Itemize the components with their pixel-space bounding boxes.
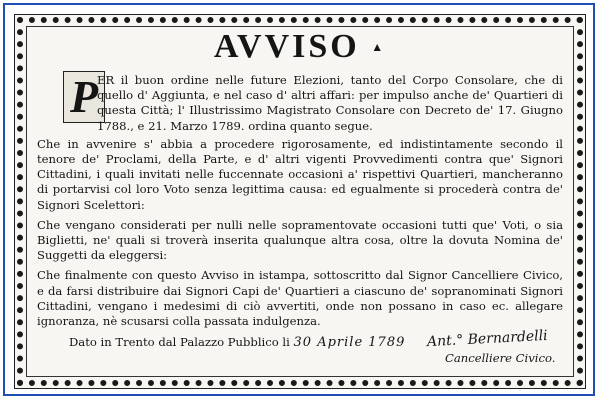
signatory-role: Cancelliere Civico. [445,351,556,365]
paragraph-1: ER il buon ordine nelle future Elezioni, tanto del Corpo Consolare, che di quello d' Aggiunta, e nel caso d' altri affari: per impulso anche de' Quartieri di questa Città; l' Illustrissimo Magistrato Consolare con Decreto de' 17. Giugno 1788., e 21. Marzo 1789. ordina quanto segue. [97,73,563,133]
date-prefix: Dato in Trento dal Palazzo Pubblico li [69,335,290,350]
handwritten-signature: Ant.° Bernardelli [426,327,548,351]
paragraph-4: Che finalmente con questo Avviso in istampa, sottoscritto dal Signor Cancelliere Civico, e da farsi distribuire dai Signori Capi de' Quartieri a ciascuno de' sopranominati Signori Cittadini, vengano i medesimi di ciò avvertiti, onde non possano in caso ec. allegare ignoranza, nè scusarsi colla passata indulgenza. [37,268,563,329]
handwritten-date: 30 Aprile 1789 [293,335,406,351]
document-content [37,27,563,365]
initial-letter: P [69,71,99,122]
title-text: AVVISO [213,28,360,65]
document-body [37,73,563,350]
paragraph-3: Che vengano considerati per nulli nelle sopramentovate occasioni tutti que' Voti, o sia Biglietti, ne' quali si troverà inserita qualunque altra cosa, oltre la dovuta Nomina de' Suggetti da eleggersi: [37,217,563,263]
document-sheet [17,17,583,386]
document-title [37,27,563,67]
title-ornament-icon: ▲ [371,40,387,54]
paragraph-2: Che in avvenire s' abbia a procedere rigorosamente, ed indistintamente secondo il tenore de' Proclami, della Parte, e d' altri vigenti Provvedimenti contra que' Signori Cittadini, i quali invitati nelle fuccennate occasioni a' rispettivi Quartieri, mancheranno di portarvisi col loro Voto senza legittima causa: ed egualmente si procederà contra de' Signori Scelettori: [37,136,563,212]
